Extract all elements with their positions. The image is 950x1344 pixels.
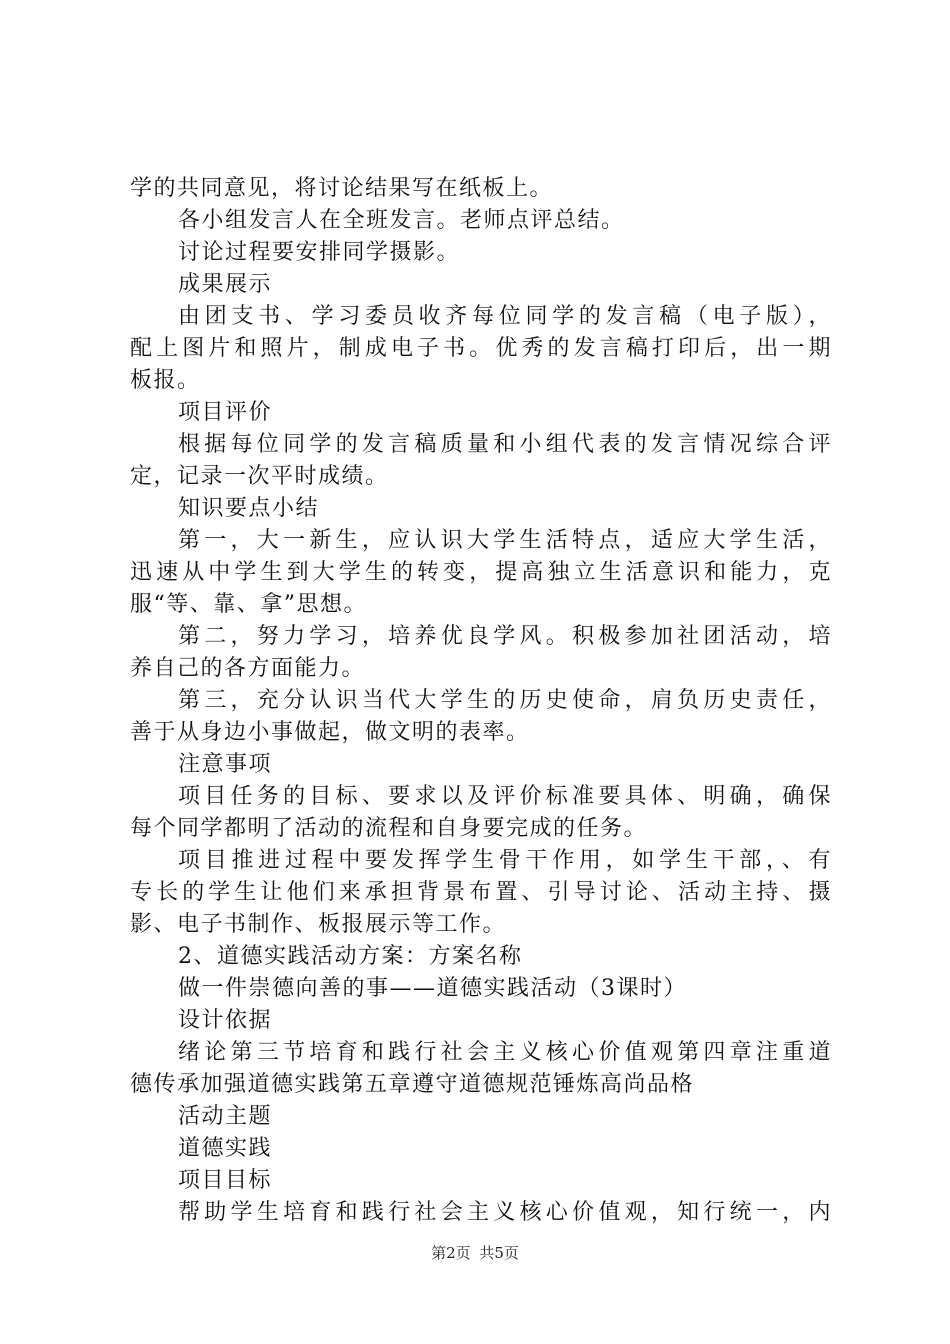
document-body (130, 173, 832, 1229)
text-line: 设计依据 (178, 1008, 273, 1033)
text-line: 每个同学都明了活动的流程和自身要完成的任务。 (130, 816, 648, 841)
page-footer (0, 1243, 950, 1263)
text-line: 成果展示 (178, 272, 273, 297)
text-line: 配上图片和照片，制成电子书。优秀的发言稿打印后，出一期 (130, 336, 832, 361)
text-line: 德传承加强道德实践第五章遵守道德规范锤炼高尚品格 (130, 1072, 695, 1097)
page-number: 第2页 (431, 1244, 471, 1262)
text-line: 服“等、靠、拿”思想。 (130, 592, 367, 617)
text-line: 善于从身边小事做起，做文明的表率。 (130, 720, 530, 745)
page-total: 共5页 (479, 1244, 519, 1262)
text-line: 项目推进过程中要发挥学生骨干作用，如学生干部，、有 (178, 848, 832, 873)
text-line: 第二，努力学习，培养优良学风。积极参加社团活动，培 (178, 624, 832, 649)
text-line: 绪论第三节培育和践行社会主义核心价值观第四章注重道 (178, 1040, 832, 1065)
text-line: 做一件崇德向善的事——道德实践活动（3课时） (178, 976, 687, 1001)
text-line: 帮助学生培育和践行社会主义核心价值观，知行统一，内 (178, 1200, 832, 1225)
text-line: 学的共同意见，将讨论结果写在纸板上。 (130, 176, 554, 201)
text-line: 各小组发言人在全班发言。老师点评总结。 (178, 208, 625, 233)
text-line: 项目任务的目标、要求以及评价标准要具体、明确，确保 (178, 784, 832, 809)
text-line: 第三，充分认识当代大学生的历史使命，肩负历史责任， (178, 688, 832, 713)
text-line: 专长的学生让他们来承担背景布置、引导讨论、活动主持、摄 (130, 880, 832, 905)
text-line: 养自己的各方面能力。 (130, 656, 366, 681)
text-line: 迅速从中学生到大学生的转变，提高独立生活意识和能力，克 (130, 560, 832, 585)
text-line: 道德实践 (178, 1136, 273, 1161)
text-line: 由团支书、学习委员收齐每位同学的发言稿（电子版）， (178, 304, 832, 329)
text-line: 根据每位同学的发言稿质量和小组代表的发言情况综合评 (178, 432, 832, 457)
text-line: 项目评价 (178, 400, 273, 425)
text-line: 项目目标 (178, 1168, 273, 1193)
text-line: 讨论过程要安排同学摄影。 (178, 240, 461, 265)
text-line: 2、道德实践活动方案：方案名称 (178, 944, 523, 969)
text-line: 影、电子书制作、板报展示等工作。 (130, 912, 507, 937)
text-line: 定，记录一次平时成绩。 (130, 464, 389, 489)
text-line: 注意事项 (178, 752, 273, 777)
text-line: 知识要点小结 (178, 496, 320, 521)
text-line: 第一，大一新生，应认识大学生活特点，适应大学生活， (178, 528, 832, 553)
text-line: 板报。 (130, 368, 201, 393)
text-line: 活动主题 (178, 1104, 273, 1129)
